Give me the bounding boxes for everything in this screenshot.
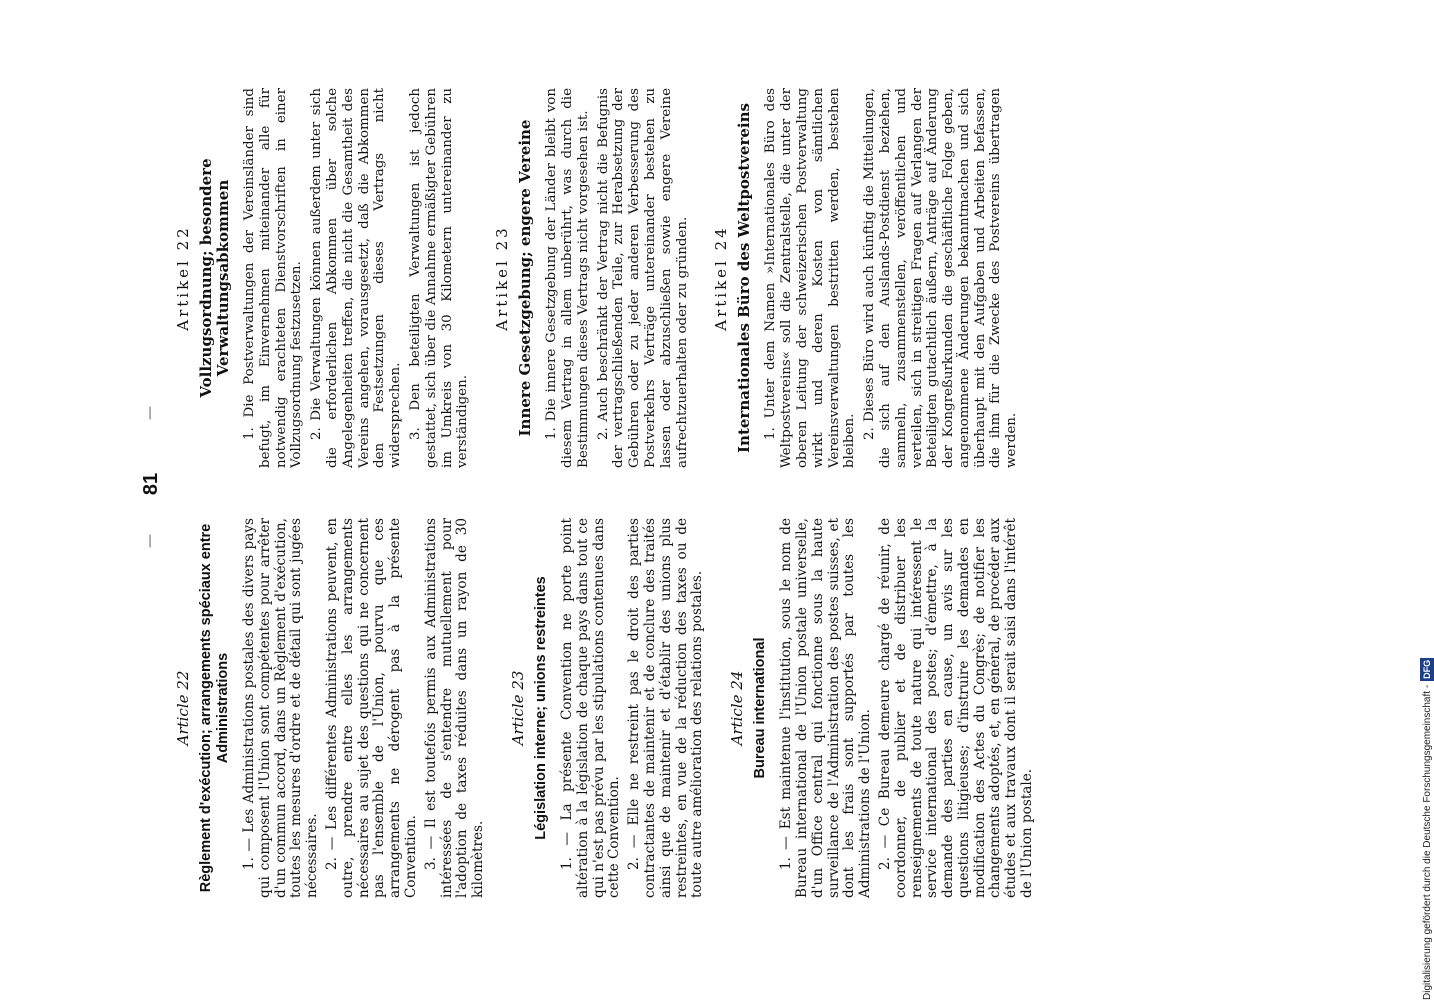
fr-article-23-label: Article 23 [508,670,527,746]
fr-article-23-para-2: 2. — Elle ne restreint pas le droit des parties contractantes de maintenir et de conclure des traités ainsi que de maintenir et d'établir des unions plus restreintes, en vue de la réduction des taxes ou de toute autre amélioration des relations postales. [626,518,706,898]
de-article-23-para-2: 2. Auch beschränkt der Vertrag nicht die Befugnis der vertragschließenden Teile, zur Herabsetzung der Gebühren oder zu jeder anderen Verbesserung des Postverkehrs Verträge untereinander bestehen zu lassen oder abzuschließen sowie engere Vereine aufrechtzuerhalten oder zu gründen. [595,88,690,468]
fr-article-24-para-2: 2. — Ce Bureau demeure chargé de réunir, de coordonner, de publier et de distribuer les renseignements de toute nature qui intéressent le service international des postes; d'émettre, à la demande des parties en cause, un avis sur les questions litigieuses; d'instruire les demandes en modification des Actes du Congrès; de notifier les changements adoptés, et, en général, de procéder aux études et aux travaux dont il serait saisi dans l'intérêt de l'Union postale. [876,518,1036,898]
dfg-credit-text: Digitalisierung gefördert durch die Deutsche Forschungsgemeinschaft - [1422,684,1433,1000]
fr-article-22-label: Article 22 [174,670,192,746]
french-column [172,518,1040,898]
fr-article-23-heading: Législation interne; unions restreintes [532,576,549,840]
fr-article-22-para-2: 2. — Les différentes Administrations peuvent, en outre, prendre entre elles les arrangements nécessaires au sujet des questions qui ne concernent pas l'ensemble de l'Union, pourvu que ces arrangements ne dérogent pas à la présente Convention. [323,518,419,898]
de-article-23-heading: Innere Gesetzgebung; engere Vereine [516,119,535,437]
de-article-23-para-1: 1. Die innere Gesetzgebung der Länder bleibt von diesem Vertrag in allem unberührt, was durch die Bestimmungen dieses Vertrags nicht vorgesehen ist. [544,88,591,468]
de-article-24-para-2: 2. Dieses Büro wird auch künftig die Mitteilungen, die sich auf den Auslands-Postdienst beziehen, sammeln, zusammenstellen, veröffentlichen und verteilen, sich in streitigen Fragen auf Verlangen der Beteiligten gutachtlich äußern, Anträge auf Änderung der Kongreßurkunden die geschäftliche Folge geben, angenommene Änderungen bekanntmachen und sich überhaupt mit den Aufgaben und Arbeiten befassen, die ihm für die Zwecke des Postvereins übertragen werden. [862,88,1020,468]
page-number: 81 [140,472,162,496]
de-article-23-label: Artikel 23 [493,225,512,331]
de-article-22-para-3: 3. Den beteiligten Verwaltungen ist jedoch gestattet, sich über die Annahme ermäßigter Gebühren im Umkreis von 30 Kilometern untereinander zu verständigen. [407,88,471,468]
de-article-24-para-1: 1. Unter dem Namen »Internationales Büro des Weltpostvereins« soll die Zentralstelle, die unter der oberen Leitung der schweizerischen Postverwaltung wirkt und deren Kosten von sämtlichen Vereinsverwaltungen bestritten werden, bestehen bleiben. [763,88,858,468]
page-dash-left: — [142,534,158,548]
de-article-22-para-1: 1. Die Postverwaltungen der Vereinsländer sind befugt, im Einvernehmen miteinander alle für notwendig erachteten Dienstvorschriften in einer Vollzugsordnung festzusetzen. [242,88,305,468]
fr-article-24-heading: Bureau international [752,637,769,779]
de-article-22-heading: Vollzugsordnung; besondere Verwaltungsabkommen [197,158,232,398]
german-column [172,88,1024,468]
fr-article-22-para-3: 3. — Il est toutefois permis aux Administrations intéressées de s'entendre mutuellement pour l'adoption de taxes réduites dans un rayon de 30 kilomètres. [422,518,487,898]
dfg-logo-badge: DFG [1422,659,1432,679]
fr-article-23-para-1: 1. — La présente Convention ne porte point altération à la législation de chaque pays dans tout ce qui n'est pas prévu par les stipulations contenues dans cette Convention. [558,518,623,898]
de-article-22-label: Artikel 22 [174,225,192,331]
page-dash-right: — [142,406,158,420]
de-article-24-heading: Internationales Büro des Weltpostvereins [735,103,754,453]
fr-article-22-heading: Règlement d'exécution; arrangements spéciaux entre Administrations [198,523,231,893]
fr-article-24-label: Article 24 [728,670,747,746]
fr-article-24-para-1: 1. — Est maintenue l'institution, sous le nom de Bureau international de l'Union postale universelle, d'un Office central qui fonctionne sous la haute surveillance de l'Administration des postes suisses, et dont les frais sont supportés par toutes les Administrations de l'Union. [778,518,874,898]
fr-article-22-para-1: 1. — Les Administrations postales des divers pays qui composent l'Union sont compétentes pour arrêter d'un commun accord, dans un Règlement d'exécution, toutes les mesures d'ordre et de détail qui sont jugées nécessaires. [241,518,321,898]
de-article-24-label: Artikel 24 [712,225,731,331]
de-article-22-para-2: 2. Die Verwaltungen können außerdem unter sich die erforderlichen Abkommen über solche Angelegenheiten treffen, die nicht die Gesamtheit des Vereins angehen, vorausgesetzt, daß die Abkommen den Festsetzungen dieses Vertrags nicht widersprechen. [309,88,404,468]
dfg-credit-sidebar [1420,0,1434,1000]
